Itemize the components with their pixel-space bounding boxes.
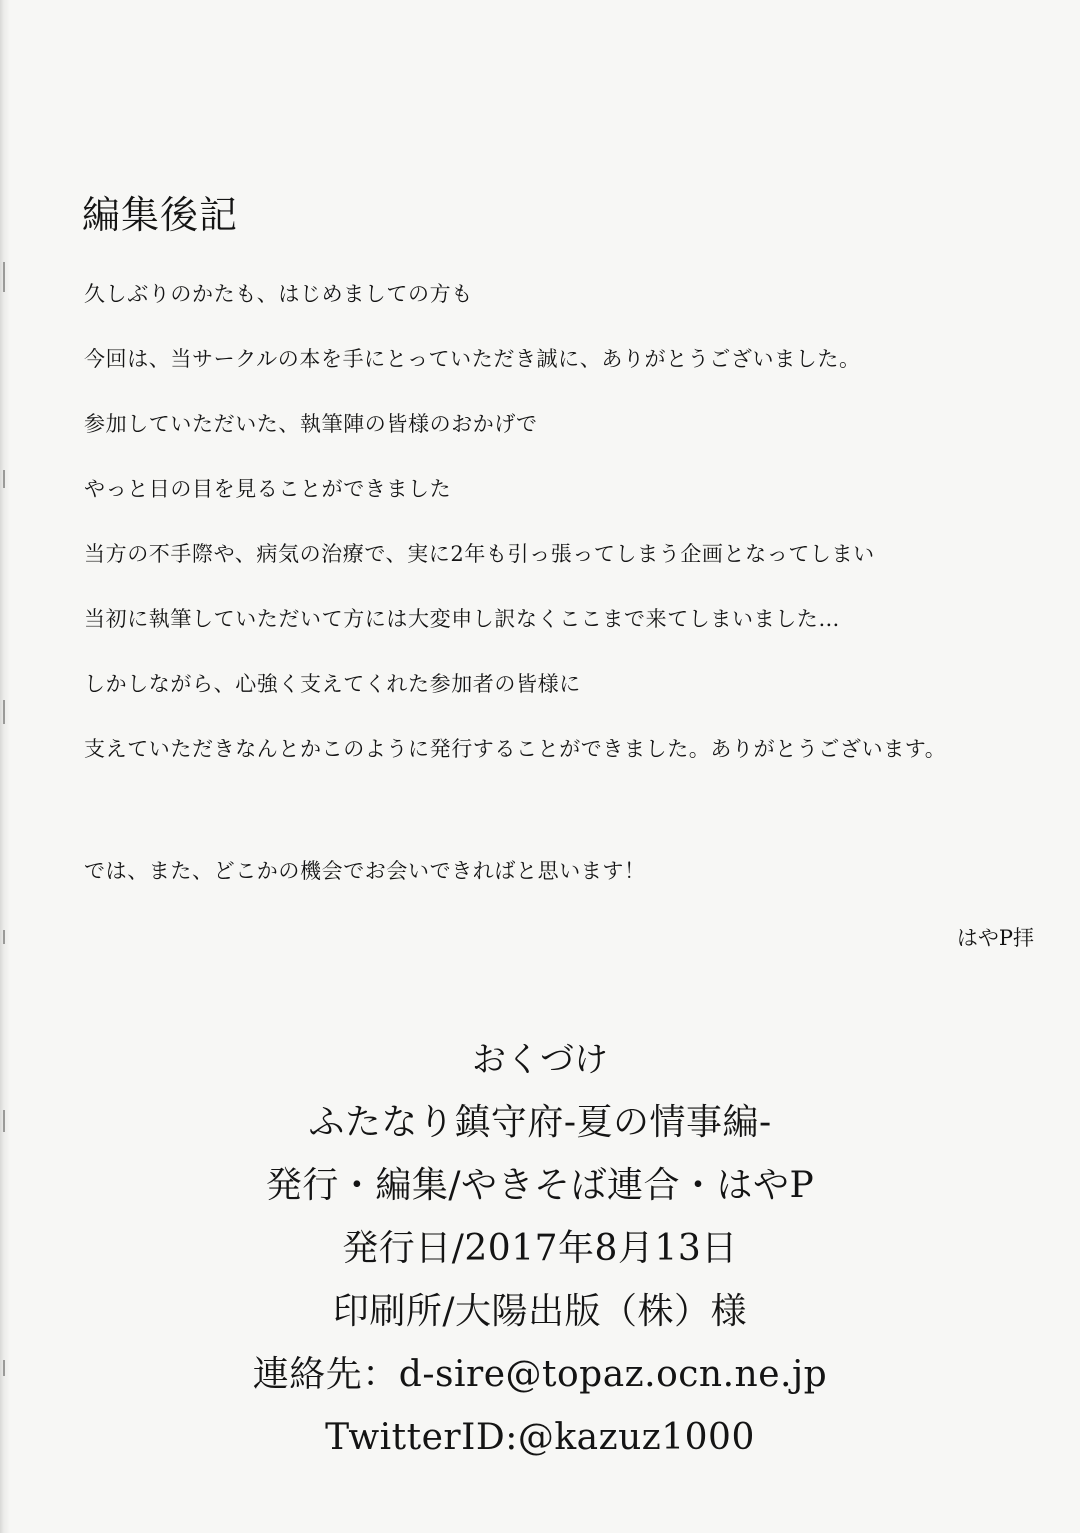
colophon-book-title: ふたなり鎮守府-夏の情事編- — [308, 1102, 772, 1143]
afterword-line: しかしながら、心強く支えてくれた参加者の皆様に — [84, 672, 581, 696]
colophon-contact: 連絡先：d-sire@topaz.ocn.ne.jp — [252, 1354, 828, 1395]
afterword-line: 支えていただきなんとかこのように発行することができました。ありがとうございます。 — [84, 737, 947, 761]
colophon-twitter: TwitterID:@kazuz1000 — [325, 1417, 755, 1458]
afterword-body — [84, 280, 1044, 800]
colophon-title: おくづけ — [472, 1040, 608, 1080]
afterword-signature: はやP拝 — [956, 926, 1034, 950]
colophon-date: 発行日/2017年8月13日 — [342, 1228, 738, 1269]
afterword-line: 参加していただいた、執筆陣の皆様のおかげで — [84, 412, 538, 436]
colophon — [0, 1038, 1080, 1479]
afterword-line: 当方の不手際や、病気の治療で、実に2年も引っ張ってしまう企画となってしまい — [84, 542, 875, 566]
afterword-heading: 編集後記 — [82, 193, 239, 237]
afterword-closing: では、また、どこかの機会でお会いできればと思います！ — [84, 859, 646, 883]
colophon-publisher: 発行・編集/やきそば連合・はやP — [265, 1165, 815, 1206]
afterword-line: 当初に執筆していただいて方には大変申し訳なくここまで来てしまいました… — [84, 607, 840, 631]
afterword-line: 久しぶりのかたも、はじめましての方も — [84, 282, 473, 306]
colophon-printer: 印刷所/大陽出版（株）様 — [332, 1291, 748, 1332]
afterword-line: 今回は、当サークルの本を手にとっていただき誠に、ありがとうございました。 — [84, 347, 861, 371]
afterword-line: やっと日の目を見ることができました — [84, 477, 452, 501]
